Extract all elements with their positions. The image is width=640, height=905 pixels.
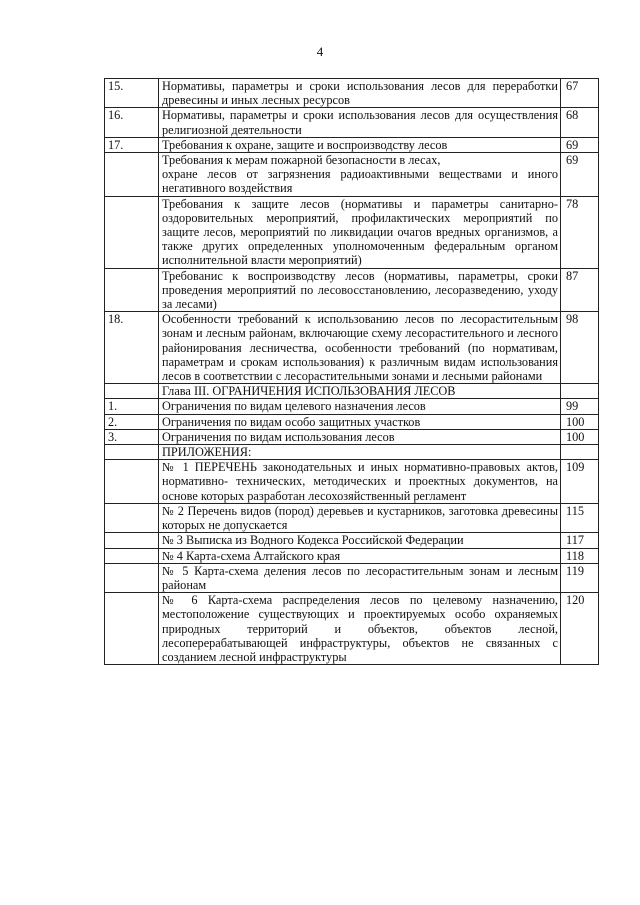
row-page: 118	[561, 548, 599, 563]
row-number: 2.	[105, 414, 159, 429]
row-title: № 3 Выписка из Водного Кодекса Российской Федерации	[159, 533, 561, 548]
row-title: ПРИЛОЖЕНИЯ:	[159, 445, 561, 460]
table-row	[105, 593, 599, 665]
row-title: Требованиc к воспроизводству лесов (нормативы, параметры, сроки проведения мероприятий по лесовосстановлению, лесоразведению, уходу за лесами)	[159, 268, 561, 312]
table-of-contents	[104, 78, 599, 665]
row-page: 100	[561, 429, 599, 444]
table-row	[105, 137, 599, 152]
row-title: № 4 Карта-схема Алтайского края	[159, 548, 561, 563]
row-page: 69	[561, 153, 599, 197]
table-row	[105, 503, 599, 532]
table-row	[105, 548, 599, 563]
row-page: 98	[561, 312, 599, 384]
row-number	[105, 445, 159, 460]
row-title: Ограничения по видам использования лесов	[159, 429, 561, 444]
row-number: 16.	[105, 108, 159, 137]
row-title: Требования к мерам пожарной безопасности в лесах, охране лесов от загрязнения радиоактивными веществами и иного негативного воздействия	[159, 153, 561, 197]
table-row	[105, 268, 599, 312]
row-page: 100	[561, 414, 599, 429]
row-page: 68	[561, 108, 599, 137]
table-row	[105, 460, 599, 504]
row-page: 115	[561, 503, 599, 532]
table-row	[105, 79, 599, 108]
table-row	[105, 414, 599, 429]
row-title: Требования к защите лесов (нормативы и параметры санитарно-оздоровительных мероприятий, профилактических мероприятий по защите лесов, мероприятий по ликвидации очагов вредных организмов, а также других определенных уполномоченным федеральным органом исполнительной власти мероприятий)	[159, 196, 561, 268]
row-title: Ограничения по видам особо защитных участков	[159, 414, 561, 429]
row-number	[105, 384, 159, 399]
row-number	[105, 196, 159, 268]
row-number: 17.	[105, 137, 159, 152]
row-title: Нормативы, параметры и сроки использования лесов для переработки древесины и иных лесных ресурсов	[159, 79, 561, 108]
row-page: 117	[561, 533, 599, 548]
toc-body	[105, 79, 599, 665]
row-title: Особенности требований к использованию лесов по лесорастительным зонам и лесным районам, включающие схему лесорастительного и лесного районирования лесничества, особенности требований (по нормативам, параметрам и срокам использования) к различным видам использования лесов в соответствии с лесорастительными зонами и лесными районами	[159, 312, 561, 384]
table-row	[105, 196, 599, 268]
row-page	[561, 384, 599, 399]
table-row	[105, 108, 599, 137]
table-row	[105, 533, 599, 548]
row-page: 67	[561, 79, 599, 108]
table-row	[105, 312, 599, 384]
row-number	[105, 593, 159, 665]
row-page: 99	[561, 399, 599, 414]
row-number: 18.	[105, 312, 159, 384]
row-number	[105, 533, 159, 548]
row-number	[105, 460, 159, 504]
table-row	[105, 445, 599, 460]
table-row	[105, 429, 599, 444]
row-title: Ограничения по видам целевого назначения лесов	[159, 399, 561, 414]
row-page: 109	[561, 460, 599, 504]
row-number: 15.	[105, 79, 159, 108]
row-title: Глава III. ОГРАНИЧЕНИЯ ИСПОЛЬЗОВАНИЯ ЛЕСОВ	[159, 384, 561, 399]
table-row	[105, 563, 599, 592]
row-title: Требования к охране, защите и воспроизводству лесов	[159, 137, 561, 152]
row-number: 1.	[105, 399, 159, 414]
row-page: 120	[561, 593, 599, 665]
row-number	[105, 548, 159, 563]
row-page: 87	[561, 268, 599, 312]
row-page	[561, 445, 599, 460]
row-title: № 1 ПЕРЕЧЕНЬ законодательных и иных нормативно-правовых актов, нормативно- технических, методических и проектных документов, на основе которых разработан лесохозяйственный регламент	[159, 460, 561, 504]
page-number: 4	[316, 44, 324, 59]
row-number: 3.	[105, 429, 159, 444]
row-number	[105, 268, 159, 312]
row-number	[105, 153, 159, 197]
row-title: № 2 Перечень видов (пород) деревьев и кустарников, заготовка древесины которых не допускается	[159, 503, 561, 532]
row-page: 119	[561, 563, 599, 592]
row-title: № 5 Карта-схема деления лесов по лесорастительным зонам и лесным районам	[159, 563, 561, 592]
table-row	[105, 384, 599, 399]
row-number	[105, 503, 159, 532]
row-page: 69	[561, 137, 599, 152]
row-title: № 6 Карта-схема распределения лесов по целевому назначению, местоположение существующих и проектируемых особо охраняемых природных территорий и объектов, объектов лесной, лесоперерабатывающей инфраструктуры, объектов не связанных с созданием лесной инфраструктуры	[159, 593, 561, 665]
row-title: Нормативы, параметры и сроки использования лесов для осуществления религиозной деятельности	[159, 108, 561, 137]
table-row	[105, 153, 599, 197]
table-row	[105, 399, 599, 414]
row-number	[105, 563, 159, 592]
row-page: 78	[561, 196, 599, 268]
